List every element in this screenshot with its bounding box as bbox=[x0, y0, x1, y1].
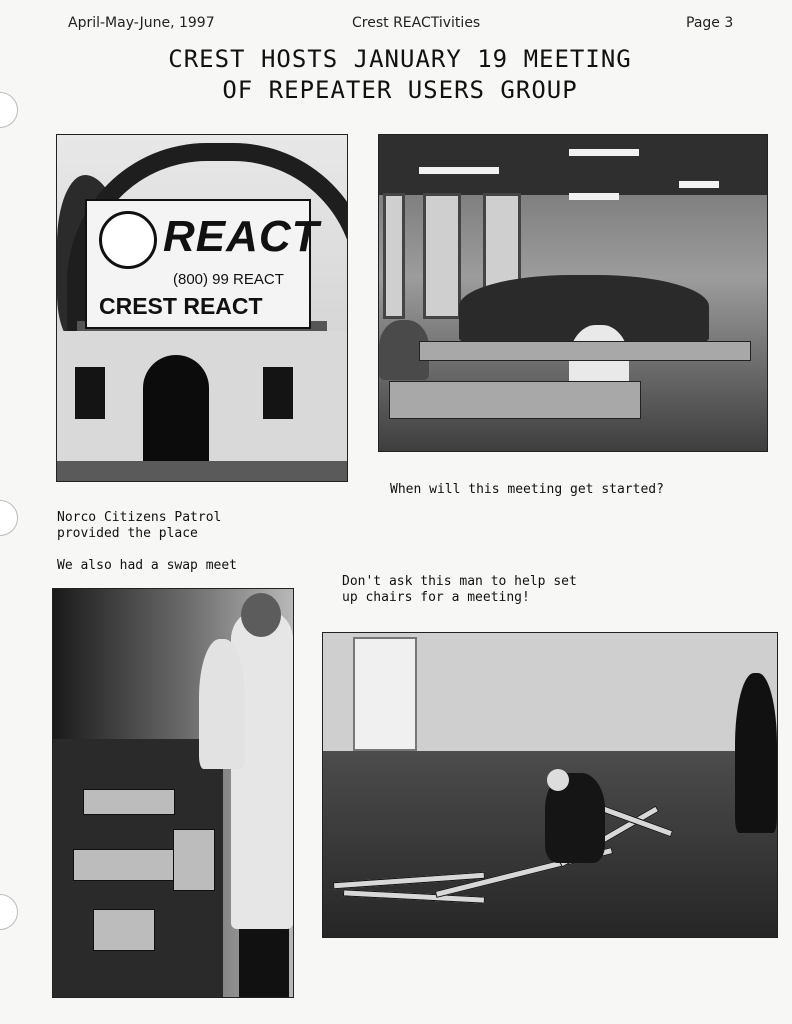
photo-man-head bbox=[241, 593, 281, 637]
photo-meeting-room bbox=[378, 134, 768, 452]
photo-window bbox=[383, 193, 405, 319]
header-date: April-May-June, 1997 bbox=[68, 15, 215, 31]
photo-table bbox=[389, 381, 641, 419]
photo-ground bbox=[57, 461, 347, 481]
ceiling-light bbox=[419, 167, 499, 174]
photo-radio-gear bbox=[73, 849, 185, 881]
photo-radio-gear bbox=[173, 829, 215, 891]
page-title bbox=[80, 44, 720, 106]
photo-radio-gear bbox=[93, 909, 155, 951]
binder-hole bbox=[0, 500, 18, 536]
caption-chairs: Don't ask this man to help set up chairs for a meeting! bbox=[342, 574, 577, 605]
photo-worker-head bbox=[547, 769, 569, 791]
photo-attendee bbox=[199, 639, 245, 769]
banner-logo-text: REACT bbox=[163, 212, 320, 261]
header-publication: Crest REACTivities bbox=[352, 15, 481, 31]
ceiling-light bbox=[569, 193, 619, 200]
photo-window bbox=[75, 367, 105, 419]
banner-name: CREST REACT bbox=[99, 293, 263, 319]
ceiling-light bbox=[569, 149, 639, 156]
banner-phone: (800) 99 REACT bbox=[173, 271, 284, 288]
photo-window bbox=[423, 193, 461, 319]
caption-swap-meet: We also had a swap meet bbox=[57, 558, 238, 573]
binder-hole bbox=[0, 92, 18, 128]
photo-swap-meet bbox=[52, 588, 294, 998]
react-banner bbox=[85, 199, 320, 329]
caption-place: Norco Citizens Patrol provided the place bbox=[57, 510, 222, 541]
photo-door bbox=[143, 355, 209, 465]
header-page-number: Page 3 bbox=[686, 15, 734, 31]
binder-hole bbox=[0, 894, 18, 930]
title-line-1: CREST HOSTS JANUARY 19 MEETING bbox=[168, 45, 632, 73]
photo-hall-door bbox=[353, 637, 417, 751]
photo-radio-gear bbox=[83, 789, 175, 815]
title-line-2: OF REPEATER USERS GROUP bbox=[222, 76, 578, 104]
ceiling-light bbox=[679, 181, 719, 188]
photo-man bbox=[231, 609, 293, 929]
photo-folding-chairs bbox=[322, 632, 778, 938]
photo-attendee bbox=[735, 673, 777, 833]
photo-crest-react-banner bbox=[56, 134, 348, 482]
photo-table bbox=[419, 341, 751, 361]
photo-window bbox=[263, 367, 293, 419]
caption-meeting: When will this meeting get started? bbox=[390, 482, 664, 497]
